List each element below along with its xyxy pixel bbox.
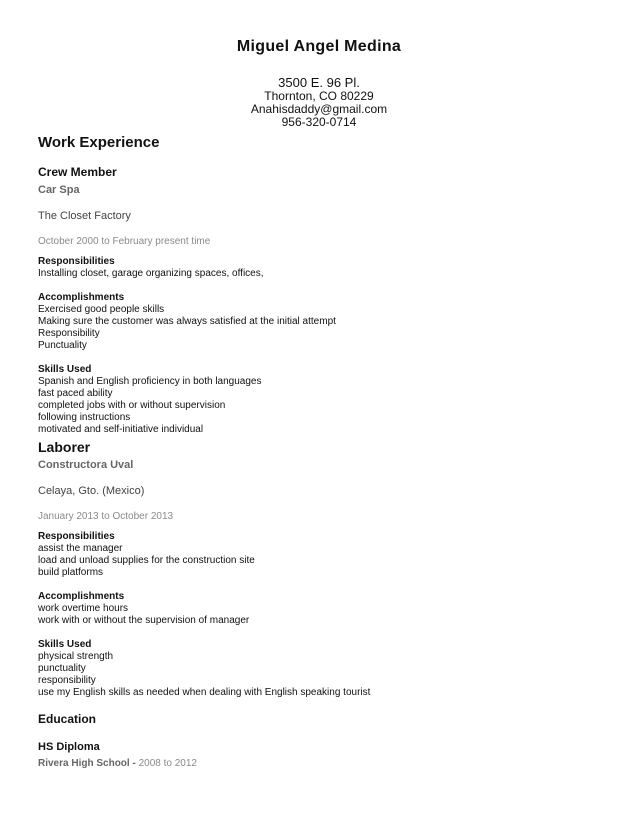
list-item: Punctuality <box>38 340 87 351</box>
list-item: use my English skills as needed when dealing with English speaking tourist <box>38 687 371 698</box>
job-title: Laborer <box>38 439 91 455</box>
phone-number: 956-320-0714 <box>281 115 357 129</box>
accomplishments-label: Accomplishments <box>38 591 125 602</box>
job-dates: January 2013 to October 2013 <box>38 511 174 522</box>
list-item: physical strength <box>38 651 114 662</box>
accomplishments-label: Accomplishments <box>38 292 125 303</box>
city-state-zip: Thornton, CO 80229 <box>264 89 374 103</box>
list-item: fast paced ability <box>38 388 113 399</box>
skills-block <box>38 639 370 699</box>
list-item: work with or without the supervision of manager <box>38 615 250 626</box>
responsibilities-label: Responsibilities <box>38 256 115 267</box>
job-location: The Closet Factory <box>38 210 131 222</box>
candidate-name: Miguel Angel Medina <box>236 38 402 55</box>
list-item: punctuality <box>38 663 86 674</box>
job-location: Celaya, Gto. (Mexico) <box>38 485 145 497</box>
email-address: Anahisdaddy@gmail.com <box>250 102 388 116</box>
accomplishments-block <box>38 591 249 627</box>
job-dates: October 2000 to February present time <box>38 236 211 247</box>
school-line <box>38 757 197 770</box>
list-item: responsibility <box>38 675 96 686</box>
list-item: Making sure the customer was always satisfied at the initial attempt <box>38 316 336 327</box>
street-address: 3500 E. 96 Pl. <box>278 75 360 90</box>
responsibilities-block <box>38 256 264 280</box>
responsibilities-block <box>38 531 255 579</box>
school-years: 2008 to 2012 <box>138 758 197 769</box>
list-item: Responsibility <box>38 328 100 339</box>
list-item: build platforms <box>38 567 104 578</box>
list-item: work overtime hours <box>38 603 129 614</box>
skills-label: Skills Used <box>38 364 92 375</box>
accomplishments-block <box>38 292 336 352</box>
list-item: completed jobs with or without supervision <box>38 400 226 411</box>
responsibilities-label: Responsibilities <box>38 531 115 542</box>
list-item: assist the manager <box>38 543 123 554</box>
list-item: motivated and self-initiative individual <box>38 424 204 435</box>
contact-info <box>0 75 638 129</box>
section-title-work: Work Experience <box>38 134 160 151</box>
skills-label: Skills Used <box>38 639 92 650</box>
resume-header <box>0 38 638 129</box>
list-item: Installing closet, garage organizing spaces, offices, <box>38 268 264 279</box>
list-item: load and unload supplies for the construction site <box>38 555 255 566</box>
skills-block <box>38 364 262 436</box>
list-item: Spanish and English proficiency in both languages <box>38 376 262 387</box>
list-item: following instructions <box>38 412 131 423</box>
school-name: Rivera High School - <box>38 758 136 769</box>
list-item: Exercised good people skills <box>38 304 165 315</box>
job-company: Car Spa <box>38 184 80 196</box>
degree-name: HS Diploma <box>38 741 100 753</box>
job-title: Crew Member <box>38 165 117 179</box>
section-title-education: Education <box>38 712 97 726</box>
job-company: Constructora Uval <box>38 459 134 471</box>
